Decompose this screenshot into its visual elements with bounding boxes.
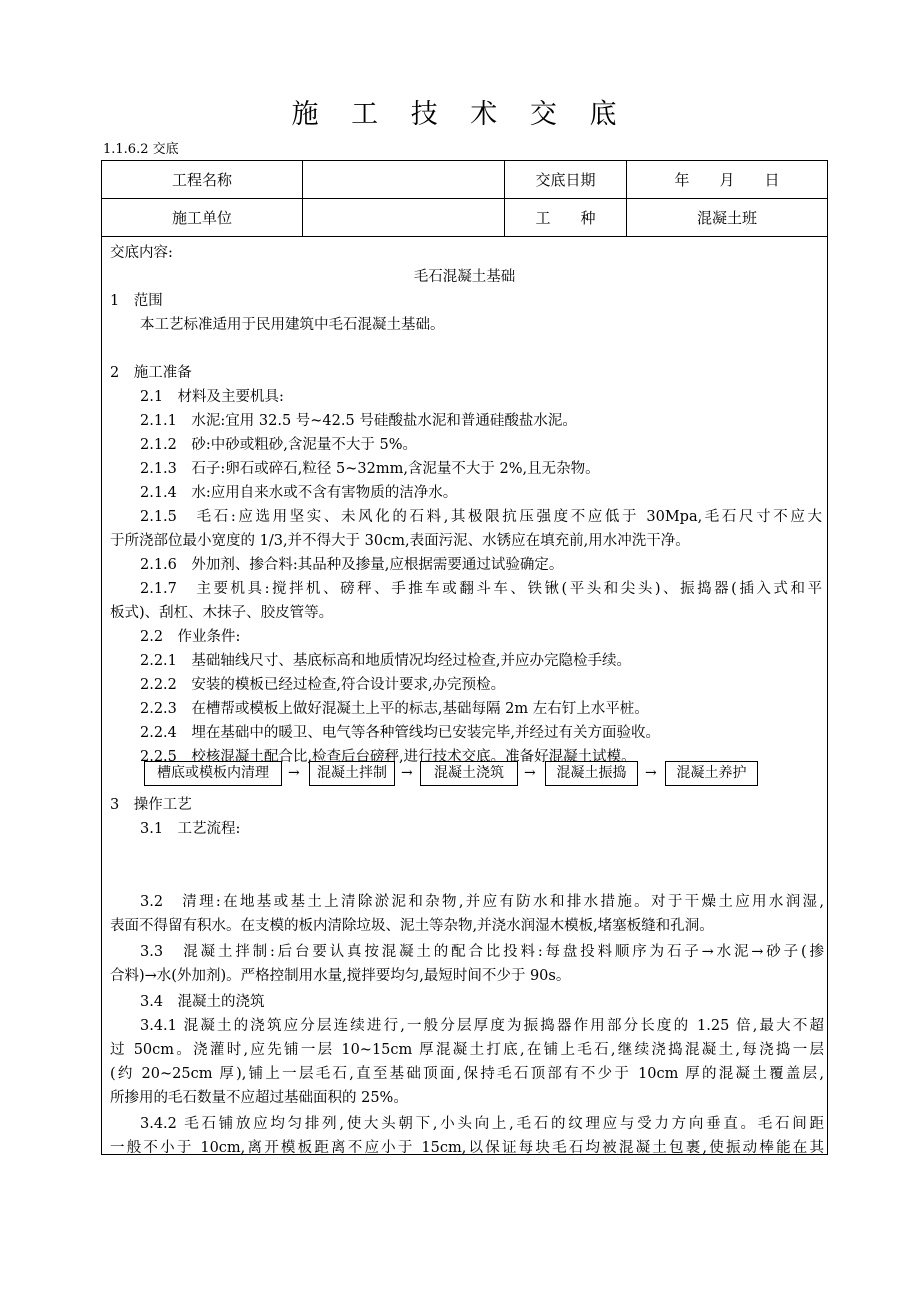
clause-3-4: 3.4 混凝土的浇筑 [140, 994, 265, 1010]
clause-2-2-3: 2.2.3 在槽帮或模板上做好混凝土上平的标志,基础每隔 2m 左右钉上水平桩。 [140, 701, 649, 717]
header-row [102, 161, 827, 199]
clause-2-1-1: 2.1.1 水泥:宜用 32.5 号~42.5 号硅酸盐水泥和普通硅酸盐水泥。 [140, 413, 577, 429]
clause-3-3-line1: 3.3 混凝土拌制:后台要认真按混凝土的配合比投料:每盘投料顺序为石子→水泥→砂子(掺 [140, 944, 824, 960]
clause-3-2-line2: 表面不得留有积水。在支模的板内清除垃圾、泥土等杂物,并浇水润湿木模板,堵塞板缝和孔洞。 [110, 918, 714, 934]
clause-3-4-2-line2: 一般不小于 10cm,离开模板距离不应小于 15cm,以保证每块毛石均被混凝土包裹,使振动棒能在其 [110, 1140, 824, 1156]
clause-3-4-1-line1: 3.4.1 混凝土的浇筑应分层连续进行,一般分层厚度为振捣器作用部分长度的 1.25 倍,最大不超 [140, 1018, 824, 1034]
clause-2-1-2: 2.1.2 砂:中砂或粗砂,含泥量不大于 5%。 [140, 437, 417, 453]
header-table [102, 161, 827, 237]
clause-3-4-1-line3: (约 20~25cm 厚),铺上一层毛石,直至基础顶面,保持毛石顶部有不少于 10cm 厚的混凝土覆盖层, [110, 1066, 824, 1082]
clause-2-1-7-line1: 2.1.7 主要机具:搅拌机、磅秤、手推车或翻斗车、铁锹(平头和尖头)、振捣器(插入式和平 [140, 581, 822, 597]
work-type-value[interactable]: 混凝土班 [627, 199, 828, 237]
clause-2-2-4: 2.2.4 埋在基础中的暖卫、电气等各种管线均已安装完毕,并经过有关方面验收。 [140, 725, 661, 741]
section-2-heading: 2 施工准备 [110, 365, 192, 381]
clause-3-2-line1: 3.2 清理:在地基或基土上清除淤泥和杂物,并应有防水和排水措施。对于干燥土应用水润湿, [140, 894, 824, 910]
section-1-body: 本工艺标准适用于民用建筑中毛石混凝土基础。 [140, 317, 445, 333]
document-code: 1.1.6.2 交底 [103, 142, 179, 157]
clause-3-4-1-line4: 所掺用的毛石数量不应超过基础面积的 25%。 [110, 1090, 408, 1106]
project-name-label: 工程名称 [102, 161, 303, 199]
flow-arrow-icon: → [401, 765, 413, 781]
clause-2-2: 2.2 作业条件: [140, 629, 241, 645]
construction-unit-label: 施工单位 [102, 199, 303, 237]
header-row [102, 199, 827, 237]
flow-step-pouring: 混凝土浇筑 [420, 761, 518, 786]
clause-2-1-7-line2: 板式)、刮杠、木抹子、胶皮管等。 [110, 605, 334, 621]
clause-2-1-5-line1: 2.1.5 毛石:应选用坚实、未风化的石料,其极限抗压强度不应低于 30Mpa,毛石尺寸不应大 [140, 509, 822, 525]
clause-3-4-1-line2: 过 50cm。浇灌时,应先铺一层 10~15cm 厚混凝土打底,在铺上毛石,继续浇捣混凝土,每浇捣一层 [110, 1042, 824, 1058]
flow-step-cleaning: 槽底或模板内清理 [144, 761, 282, 786]
flow-step-curing: 混凝土养护 [665, 761, 758, 786]
clause-2-2-5: 2.2.5 校核混凝土配合比,检查后台磅秤,进行技术交底。准备好混凝土试模。 [140, 749, 636, 765]
work-type-label: 工 种 [505, 199, 627, 237]
clause-2-1-5-line2: 于所浇部位最小宽度的 1/3,并不得大于 30cm,表面污泥、水锈应在填充前,用水冲洗干净。 [110, 533, 690, 549]
clause-3-4-2-line1: 3.4.2 毛石铺放应均匀排列,使大头朝下,小头向上,毛石的纹理应与受力方向垂直。毛石间距 [140, 1116, 824, 1132]
flow-arrow-icon: → [524, 765, 536, 781]
clause-2-1-3: 2.1.3 石子:卵石或碎石,粒径 5~32mm,含泥量不大于 2%,且无杂物。 [140, 461, 600, 477]
project-name-value[interactable] [303, 161, 505, 199]
construction-unit-value[interactable] [303, 199, 505, 237]
subject-title: 毛石混凝土基础 [413, 269, 516, 285]
section-1-heading: 1 范围 [110, 293, 163, 309]
clause-2-2-2: 2.2.2 安装的模板已经过检查,符合设计要求,办完预检。 [140, 677, 506, 693]
flow-arrow-icon: → [288, 765, 300, 781]
disclosure-date-label: 交底日期 [505, 161, 627, 199]
process-flow [102, 761, 827, 791]
disclosure-date-value[interactable]: 年 月 日 [627, 161, 828, 199]
clause-3-3-line2: 合料)→水(外加剂)。严格控制用水量,搅拌要均匀,最短时间不少于 90s。 [110, 968, 571, 984]
flow-step-mixing: 混凝土拌制 [309, 761, 395, 786]
clause-2-1-4: 2.1.4 水:应用自来水或不含有害物质的洁净水。 [140, 485, 458, 501]
clause-3-1: 3.1 工艺流程: [140, 821, 241, 837]
section-3-heading: 3 操作工艺 [110, 797, 192, 813]
clause-2-1-6: 2.1.6 外加剂、掺合料:其品种及掺量,应根据需要通过试验确定。 [140, 557, 564, 573]
clause-2-1: 2.1 材料及主要机具: [140, 389, 284, 405]
page-title: 施 工 技 术 交 底 [291, 99, 629, 130]
disclosure-form [101, 160, 828, 1155]
clause-2-2-1: 2.2.1 基础轴线尺寸、基底标高和地质情况均经过检查,并应办完隐检手续。 [140, 653, 632, 669]
flow-arrow-icon: → [645, 765, 657, 781]
content-intro: 交底内容: [110, 245, 173, 261]
flow-step-vibrating: 混凝土振捣 [545, 761, 638, 786]
